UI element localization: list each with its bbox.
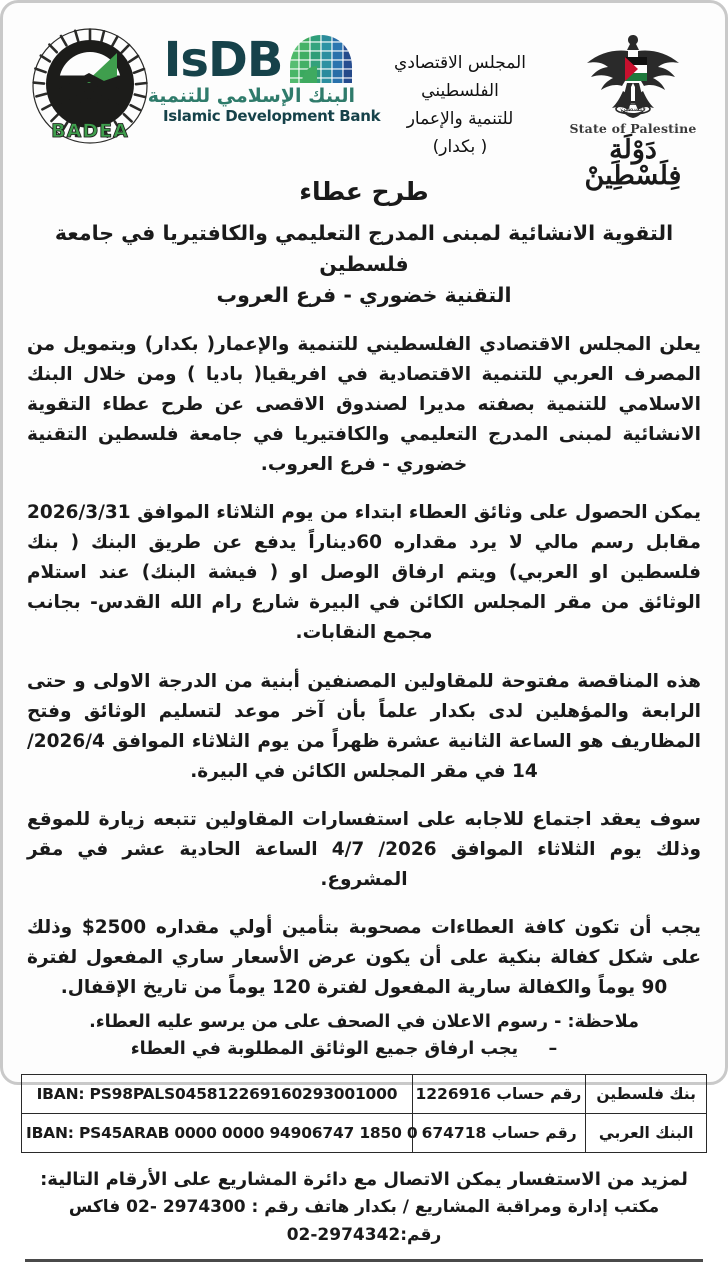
contact-footer <box>21 1166 707 1262</box>
paragraph-bid-bond: يجب أن تكون كافة العطاءات مصحوبة بتأمين أولي مقداره 2500$ وذلك على شكل كفالة بنكية على أن يكون عرض الأسعار ساري المفعول لفترة 90 يوماً والكفالة سارية المفعول لفترة 120 يوماً من تاريخ الإقفال. <box>27 917 701 999</box>
palestine-english-label: State of Palestine <box>569 121 697 136</box>
announcement-body <box>21 330 707 1003</box>
iban-cell <box>22 1113 418 1152</box>
isdb-english-name: Islamic Development Bank <box>163 107 381 125</box>
state-of-palestine-emblem <box>565 27 701 189</box>
svg-text:فلسطين: فلسطين <box>620 105 646 113</box>
paragraph-document-fee: يمكن الحصول على وثائق العطاء ابتداء من يوم الثلاثاء الموافق 2026/3/31 مقابل رسم مالي لا يرد مقداره 60ديناراً يدفع عن طريق البنك ( بنك فلسطين او العربي) ويتم ارفاق الوصل او ( فيشة البنك) عند استلام الوثائق من مقر المجلس الكائن في البيرة شارع رام الله القدس- بجانب مجمع النقابات. <box>27 502 701 644</box>
paragraph-announcement: يعلن المجلس الاقتصادي الفلسطيني للتنمية والإعمار( بكدار) وبتمويل من المصرف العربي للتنمية الاقتصادية في افريقيا( باديا ) ومن خلال البنك الاسلامي للتنمية بصفته مديرا لصندوق الاقصى عن طرح عطاء التقوية الانشائية لمبنى المدرج التعليمي والكافتيريا في جامعة فلسطين التقنية خضوري - فرع العروب. <box>27 333 701 475</box>
table-row <box>22 1074 707 1113</box>
isdb-mark-row <box>163 33 355 87</box>
council-line-1: المجلس الاقتصادي الفلسطيني <box>394 53 526 102</box>
council-line-2: للتنمية والإعمار <box>406 109 514 130</box>
account-number-cell: رقم حساب 674718 <box>412 1113 585 1152</box>
isdb-dome-icon <box>288 33 354 87</box>
paragraph-eligibility-deadline: هذه المناقصة مفتوحة للمقاولين المصنفين أبنية من الدرجة الاولى و حتى الرابعة والمؤهلين لدى بكدار علماً بأن آخر موعد لتسليم الوثائق وفتح المظاريف هو الساعة الثانية عشرة ظهراً من يوم الثلاثاء الموافق 2026/4/ 14 في مقر المجلس الكائن في البيرة. <box>27 670 701 782</box>
notes-section <box>21 1009 707 1063</box>
note-attach-documents: يجب ارفاق جميع الوثائق المطلوبة في العطاء <box>130 1039 519 1060</box>
table-row <box>22 1113 707 1152</box>
council-line-3: ( بكدار) <box>432 137 488 158</box>
note-bullet-dash: – <box>548 1039 558 1060</box>
page-subtitle <box>39 218 689 311</box>
footer-inquiry-line: لمزيد من الاستفسار يمكن الاتصال مع دائرة المشاريع على الأرقام التالية: <box>40 1168 688 1190</box>
bank-name-cell: بنك فلسطين <box>586 1074 707 1113</box>
page-subtitle-line-1: التقوية الانشائية لمبنى المدرج التعليمي والكافتيريا في جامعة فلسطين <box>54 221 674 277</box>
bank-name-cell: البنك العربي <box>586 1113 707 1152</box>
badea-acronym: BADEA <box>51 120 129 142</box>
account-number-cell: رقم حساب 1226916 <box>412 1074 585 1113</box>
iban-value: IBAN: PS98PALS045812269160293001000 <box>36 1084 398 1103</box>
isdb-wordmark: IsDB <box>163 31 283 88</box>
footer-divider <box>25 1259 703 1262</box>
isdb-arabic-name: البنك الإسلامي للتنمية <box>147 85 355 107</box>
note-advertising-fees: ملاحظة: - رسوم الاعلان في الصحف على من يرسو عليه العطاء. <box>89 1012 639 1033</box>
page-title: طرح عطاء <box>299 177 429 206</box>
isdb-logo <box>147 31 381 125</box>
paragraph-site-visit-meeting: سوف يعقد اجتماع للاجابه على استفسارات المقاولين تتبعه زيارة للموقع وذلك يوم الثلاثاء الموافق 2026/ 4/7 الساعة الحادية عشر في مقر المشروع. <box>27 809 701 890</box>
council-name-block <box>355 27 565 161</box>
footer-contact-line: مكتب إدارة ومراقبة المشاريع / بكدار هاتف رقم : 2974300 -02 فاكس رقم:2974342-02 <box>68 1197 660 1245</box>
document-header <box>21 13 707 191</box>
bank-accounts-table <box>21 1074 707 1153</box>
note-attach-documents-row <box>27 1036 701 1063</box>
eagle-of-saladin-icon <box>581 29 685 125</box>
page-subtitle-line-2: التقنية خضوري - فرع العروب <box>216 283 512 308</box>
iban-cell <box>22 1074 413 1113</box>
badea-logo <box>31 27 149 145</box>
badea-inner-disc <box>46 40 134 128</box>
palestine-arabic-label: دَوْلَةِ فِلَسْطِينْ <box>584 135 682 191</box>
iban-value: IBAN: PS45ARAB 0000 0000 94906747 1850 0 <box>26 1123 418 1142</box>
